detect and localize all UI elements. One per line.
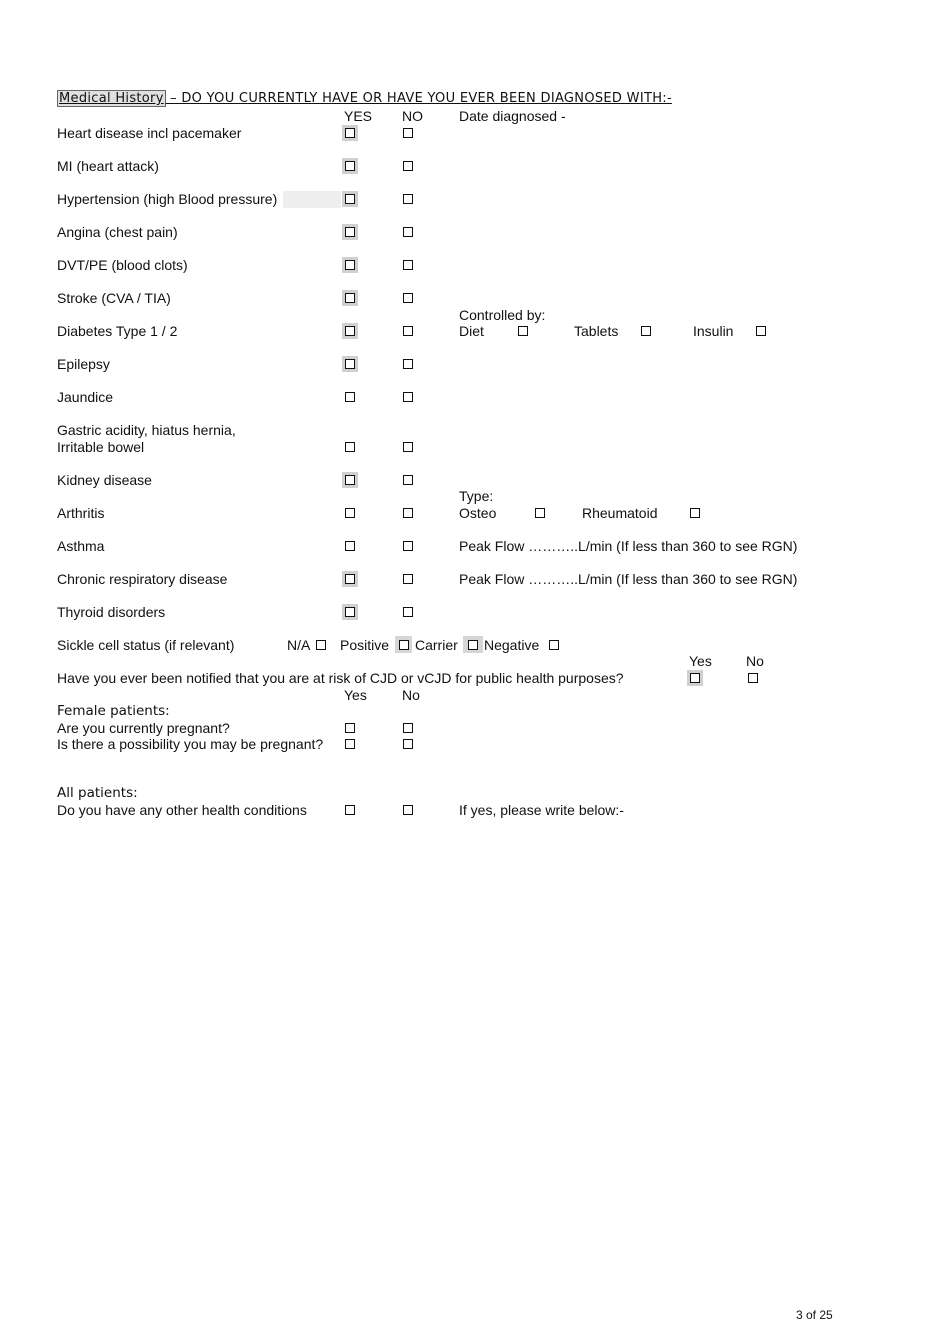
condition-no-checkbox[interactable] [403,161,413,171]
condition-no-checkbox[interactable] [403,607,413,617]
cjd-question: Have you ever been notified that you are at risk of CJD or vCJD for public health purposes? [57,670,624,686]
cjd-yes-header: Yes [689,653,712,669]
condition-yes-checkbox[interactable] [345,128,355,138]
pregnant-no-checkbox[interactable] [403,723,413,733]
condition-label: Chronic respiratory disease [57,571,228,587]
condition-label: Heart disease incl pacemaker [57,125,242,141]
condition-no-checkbox[interactable] [403,293,413,303]
pregnant-question: Are you currently pregnant? [57,720,230,736]
condition-yes-checkbox[interactable] [345,161,355,171]
condition-label: Epilepsy [57,356,110,372]
diabetes-diet-checkbox[interactable] [518,326,528,336]
condition-no-checkbox[interactable] [403,574,413,584]
condition-no-checkbox[interactable] [403,475,413,485]
condition-label: Jaundice [57,389,114,405]
diabetes-insulin-checkbox[interactable] [756,326,766,336]
diabetes-tablets-checkbox[interactable] [641,326,651,336]
condition-no-checkbox[interactable] [403,227,413,237]
condition-label: DVT/PE (blood clots) [57,257,188,273]
col-date-header: Date diagnosed - [459,108,566,124]
arthritis-osteo-label: Osteo [459,505,497,521]
condition-no-checkbox[interactable] [403,508,413,518]
condition-label: Thyroid disorders [57,604,166,620]
cjd-no-header: No [746,653,764,669]
asthma-peak-flow: Peak Flow ………..L/min (If less than 360 to see RGN) [459,538,798,554]
condition-label: Angina (chest pain) [57,224,178,240]
section-subtitle: – DO YOU CURRENTLY HAVE OR HAVE YOU EVER BEEN DIAGNOSED WITH:- [165,91,672,106]
page-number: 3 of 25 [796,1308,833,1322]
condition-no-checkbox[interactable] [403,392,413,402]
condition-no-checkbox[interactable] [403,359,413,369]
arthritis-rheumatoid-label: Rheumatoid [582,505,658,521]
sickle-positive-checkbox[interactable] [399,640,409,650]
highlight-field [283,191,341,208]
condition-label: Diabetes Type 1 / 2 [57,323,178,339]
diabetes-tablets-label: Tablets [574,323,619,339]
condition-yes-checkbox[interactable] [345,392,355,402]
condition-yes-checkbox[interactable] [345,194,355,204]
sickle-negative-label: Negative [484,637,540,653]
arthritis-rheumatoid-checkbox[interactable] [690,508,700,518]
sickle-na-checkbox[interactable] [316,640,326,650]
condition-no-checkbox[interactable] [403,541,413,551]
sickle-na-label: N/A [287,637,311,653]
condition-yes-checkbox[interactable] [345,541,355,551]
other-conditions-no-checkbox[interactable] [403,805,413,815]
diabetes-controlled-label: Controlled by: [459,307,546,323]
cjd-yes-checkbox[interactable] [690,673,700,683]
other-conditions-yes-checkbox[interactable] [345,805,355,815]
condition-no-checkbox[interactable] [403,128,413,138]
all-patients-heading: All patients: [57,785,138,801]
respiratory-peak-flow: Peak Flow ………..L/min (If less than 360 to see RGN) [459,571,798,587]
diabetes-diet-label: Diet [459,323,484,339]
possibly-pregnant-yes-checkbox[interactable] [345,739,355,749]
condition-yes-checkbox[interactable] [345,227,355,237]
condition-yes-checkbox[interactable] [345,359,355,369]
sickle-negative-checkbox[interactable] [549,640,559,650]
condition-yes-checkbox[interactable] [345,260,355,270]
condition-yes-checkbox[interactable] [345,442,355,452]
condition-yes-checkbox[interactable] [345,508,355,518]
female-yes-header: Yes [344,687,367,703]
possibly-pregnant-no-checkbox[interactable] [403,739,413,749]
condition-no-checkbox[interactable] [403,326,413,336]
condition-label: Kidney disease [57,472,152,488]
other-conditions-question: Do you have any other health conditions [57,802,307,818]
section-heading [57,91,672,107]
condition-yes-checkbox[interactable] [345,326,355,336]
sickle-carrier-checkbox[interactable] [468,640,478,650]
condition-yes-checkbox[interactable] [345,574,355,584]
condition-label-line1: Gastric acidity, hiatus hernia, [57,422,236,438]
condition-label: Stroke (CVA / TIA) [57,290,171,306]
condition-no-checkbox[interactable] [403,194,413,204]
possibly-pregnant-question: Is there a possibility you may be pregnant? [57,736,324,752]
condition-label: Arthritis [57,505,105,521]
condition-label: Asthma [57,538,105,554]
sickle-carrier-label: Carrier [415,637,458,653]
col-yes-header: YES [344,108,373,124]
condition-label: Irritable bowel [57,439,145,455]
arthritis-osteo-checkbox[interactable] [535,508,545,518]
condition-yes-checkbox[interactable] [345,607,355,617]
diabetes-insulin-label: Insulin [693,323,734,339]
condition-label: MI (heart attack) [57,158,159,174]
col-no-header: NO [402,108,423,124]
condition-no-checkbox[interactable] [403,260,413,270]
sickle-cell-label: Sickle cell status (if relevant) [57,637,235,653]
female-heading: Female patients: [57,703,170,719]
cjd-no-checkbox[interactable] [748,673,758,683]
pregnant-yes-checkbox[interactable] [345,723,355,733]
condition-no-checkbox[interactable] [403,442,413,452]
if-yes-instruction: If yes, please write below:- [459,802,624,818]
female-no-header: No [402,687,420,703]
section-title: Medical History [59,91,164,106]
arthritis-type-label: Type: [459,488,494,504]
condition-yes-checkbox[interactable] [345,293,355,303]
condition-label: Hypertension (high Blood pressure) [57,191,278,207]
condition-yes-checkbox[interactable] [345,475,355,485]
sickle-positive-label: Positive [340,637,390,653]
